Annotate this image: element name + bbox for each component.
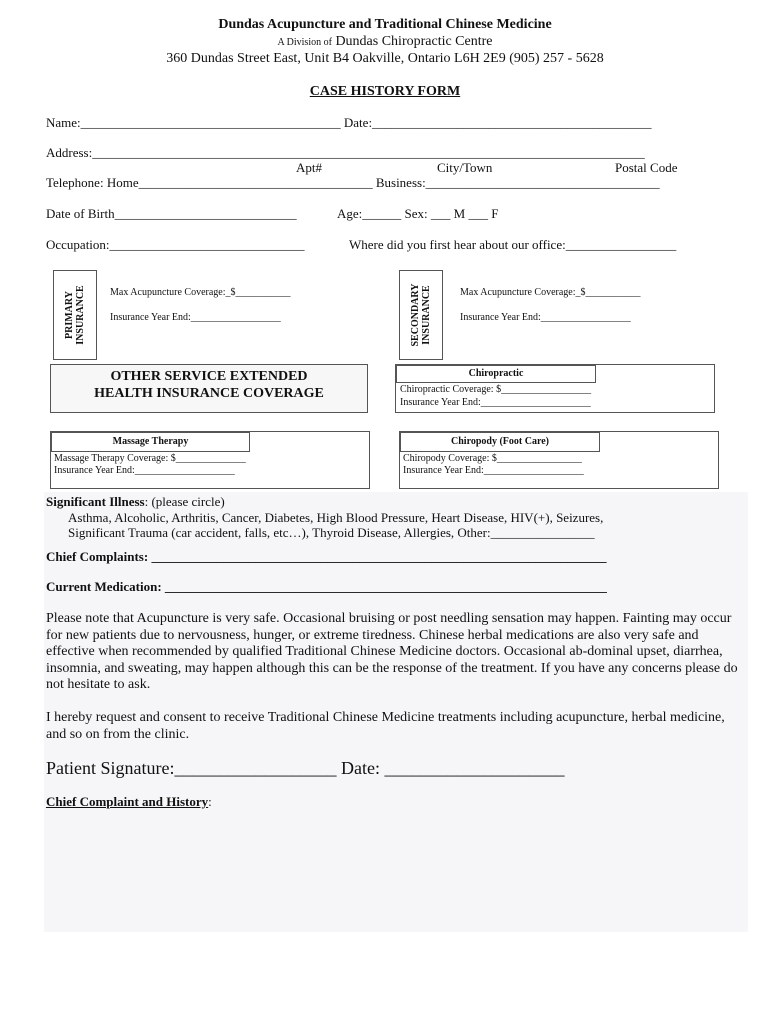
division-line [0,34,770,50]
chiropody-title-box [400,432,600,452]
chiropractic-year-end-field[interactable]: Insurance Year End:______________________ [400,397,591,408]
apt-label: Apt# [296,160,322,175]
chiropody-coverage-field[interactable]: Chiropody Coverage: $_________________ [403,453,582,464]
other-coverage-title-2: HEALTH INSURANCE COVERAGE [94,386,324,401]
illness-heading [46,494,225,510]
clinic-address: 360 Dundas Street East, Unit B4 Oakville, Ontario L6H 2E9 (905) 257 - 5628 [166,51,604,66]
massage-title-box [51,432,250,452]
secondary-insurance-label-box [399,270,443,360]
consent-paragraph: I hereby request and consent to receive Traditional Chinese Medicine treatments including acupuncture, herbal medicine, and so on from the clinic. [46,710,725,742]
other-coverage-title-1: OTHER SERVICE EXTENDED [110,369,308,384]
massage-year-end-field[interactable]: Insurance Year End:____________________ [54,465,235,476]
primary-max-coverage-field[interactable]: Max Acupuncture Coverage:_$___________ [110,287,291,298]
age-sex-field[interactable]: Age:______ Sex: ___ M ___ F [337,206,499,221]
illness-options-2[interactable]: Significant Trauma (car accident, falls, etc…), Thyroid Disease, Allergies, Other:________________ [68,525,595,540]
form-title: CASE HISTORY FORM [309,84,461,99]
chiropractic-box [395,364,715,413]
chiropody-box [399,431,719,489]
history-heading: Chief Complaint and History [46,794,209,809]
illness-label-suffix: : (please circle) [144,494,225,509]
chiropody-year-end-field[interactable]: Insurance Year End:____________________ [403,465,584,476]
dob-field[interactable]: Date of Birth____________________________ [46,206,297,221]
clinic-name: Dundas Acupuncture and Traditional Chinese Medicine [218,17,552,32]
massage-therapy-box [50,431,370,489]
secondary-year-end-field[interactable]: Insurance Year End:__________________ [460,312,631,323]
chiropractic-title-box [396,365,596,383]
primary-year-end-field[interactable]: Insurance Year End:__________________ [110,312,281,323]
hear-about-field[interactable]: Where did you first hear about our office:_________________ [349,237,677,252]
postal-label: Postal Code [615,160,678,175]
signature-line[interactable]: Patient Signature:__________________ Date: ____________________ [46,758,565,778]
chiropody-title: Chiropody (Foot Care) [451,436,549,447]
city-label: City/Town [437,160,493,175]
current-medication-field[interactable]: Current Medication: ____________________________________________________________________ [46,579,607,594]
massage-coverage-field[interactable]: Massage Therapy Coverage: $______________ [54,453,246,464]
division-prefix: A Division of [277,37,332,48]
notice-paragraph: Please note that Acupuncture is very safe. Occasional bruising or post needling sensation may happen. Fainting may occur for new patients due to nervousness, hunger, or extreme tiredness. Chinese herbal medications are also very safe and effective when recommended by qualified Traditional Chinese Medicine doctors. Occasional ab-dominal upset, diarrhea, insomnia, and sweating, may happen although this can be the response of the treatment. If you have any concerns please do not hesitate to ask. [46,611,738,692]
massage-title: Massage Therapy [112,436,189,447]
chiropractic-title: Chiropractic [468,368,524,379]
chiropractic-coverage-field[interactable]: Chiropractic Coverage: $__________________ [400,384,592,395]
chief-complaints-field[interactable]: Chief Complaints: ______________________________________________________________________ [46,549,607,564]
other-coverage-box [50,364,368,413]
telephone-field[interactable]: Telephone: Home____________________________________ Business:____________________________________ [46,175,660,190]
illness-options-1[interactable]: Asthma, Alcoholic, Arthritis, Cancer, Diabetes, High Blood Pressure, Heart Disease, HIV(+), Seizures, [68,510,604,525]
secondary-insurance-label: SECONDARY INSURANCE [410,283,432,347]
name-date-field[interactable]: Name:________________________________________ Date:___________________________________________ [46,115,652,130]
address-field[interactable]: Address:_____________________________________________________________________________________ [46,145,645,160]
history-colon: : [208,794,212,809]
division-name: Dundas Chiropractic Centre [335,34,493,49]
primary-insurance-label-box [53,270,97,360]
occupation-field[interactable]: Occupation:______________________________ [46,237,305,252]
primary-insurance-label: PRIMARY INSURANCE [64,285,86,345]
history-heading-wrap [46,794,212,810]
illness-label: Significant Illness [46,494,145,509]
secondary-max-coverage-field[interactable]: Max Acupuncture Coverage:_$___________ [460,287,641,298]
